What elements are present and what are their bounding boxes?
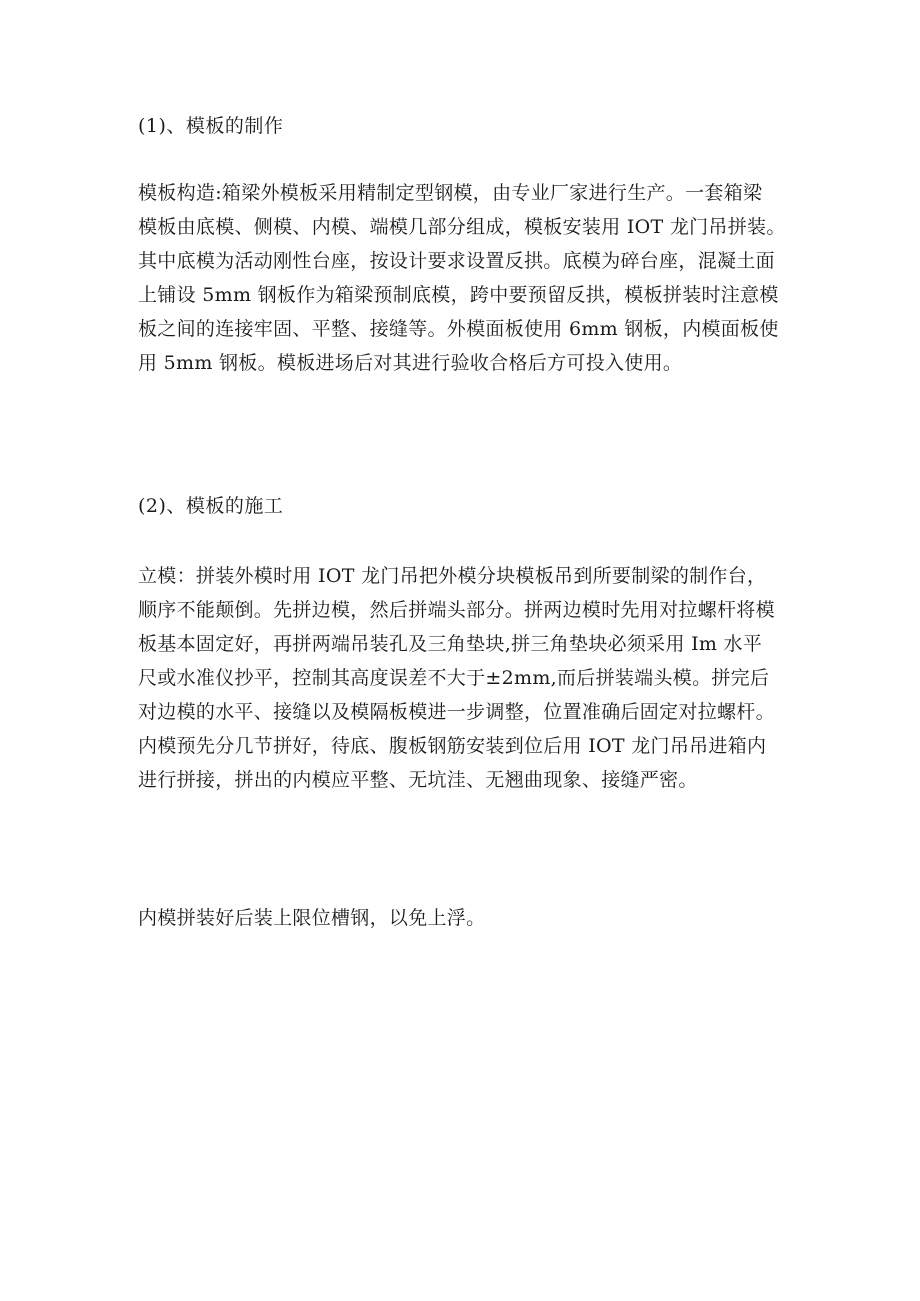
paragraph-inner-mold-limit [138,901,798,935]
paragraph-template-construction [138,176,798,380]
paragraph-line: 立模：拼装外模时用 IOT 龙门吊把外模分块模板吊到所要制梁的制作台， [138,565,767,587]
paragraph-line: 顺序不能颠倒。先拼边模，然后拼端头部分。拼两边模时先用对拉螺杆将模 [138,599,775,621]
section-heading-template-construction: (2)、模板的施工 [138,495,284,517]
paragraph-line: 内模预先分几节拼好，待底、腹板钢筋安装到位后用 IOT 龙门吊吊进箱内 [138,735,767,757]
paragraph-line: 板基本固定好，再拼两端吊装孔及三角垫块,拼三角垫块必须采用 Im 水平 [138,633,763,655]
paragraph-line: 内模拼装好后装上限位槽钢，以免上浮。 [138,907,486,929]
paragraph-line: 用 5mm 钢板。模板进场后对其进行验收合格后方可投入使用。 [138,352,683,374]
paragraph-line: 板之间的连接牢固、平整、接缝等。外模面板使用 6mm 钢板，内模面板使 [138,318,779,340]
paragraph-line: 尺或水准仪抄平，控制其高度误差不大于±2mm,而后拼装端头模。拼完后 [138,667,770,689]
paragraph-line: 对边模的水平、接缝以及模隔板模进一步调整，位置准确后固定对拉螺杆。 [138,701,775,723]
paragraph-line: 其中底模为活动刚性台座，按设计要求设置反拱。底模为碎台座，混凝土面 [138,250,775,272]
paragraph-line: 模板构造:箱梁外模板采用精制定型钢模，由专业厂家进行生产。一套箱梁 [138,182,763,204]
paragraph-line: 模板由底模、侧模、内模、端模几部分组成，模板安装用 IOT 龙门吊拼装。 [138,216,786,238]
paragraph-line: 进行拼接，拼出的内模应平整、无坑洼、无翘曲现象、接缝严密。 [138,769,698,791]
section-heading-template-fabrication: (1)、模板的制作 [138,115,284,137]
paragraph-line: 上铺设 5mm 钢板作为箱梁预制底模，跨中要预留反拱，模板拼装时注意模 [138,284,779,306]
paragraph-formwork-erection [138,559,798,797]
